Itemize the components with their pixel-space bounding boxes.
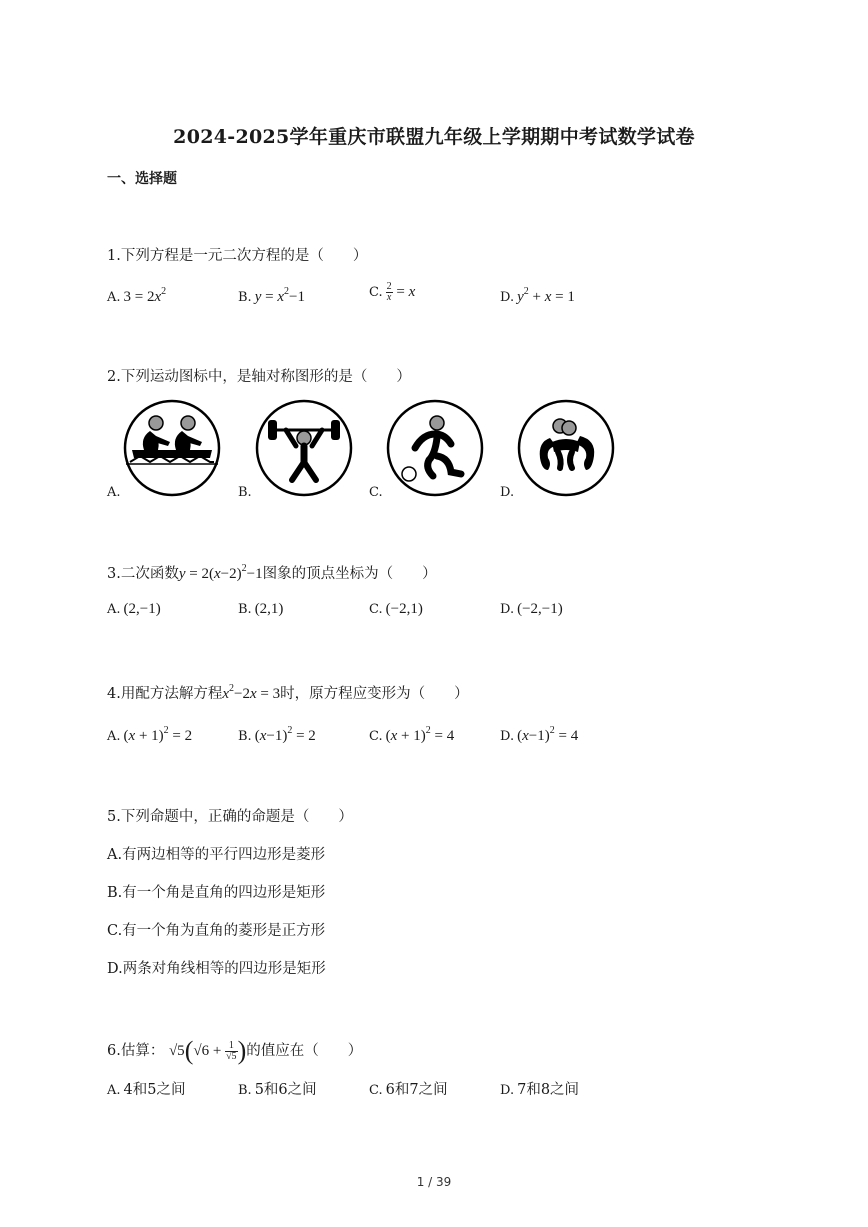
q6-option-a: A. 4和5之间 <box>107 1082 186 1098</box>
q6-option-b: B. 5和6之间 <box>238 1082 317 1098</box>
q6-expression: √5(√6 + $\frac{1}{√5}$ ) <box>168 1036 247 1065</box>
rowing-icon <box>122 398 222 498</box>
q2-option-b: B. <box>238 485 252 500</box>
q3-option-a: A. (2,−1) <box>107 601 161 617</box>
q2-option-d: D. <box>500 485 515 500</box>
q1-option-b: B. $y = x^2-1$ <box>238 286 305 305</box>
question-6-stem: 6.估算： √5(√6 + $\frac{1}{√5}$ )的值应在（ ） <box>107 1036 363 1065</box>
q2-option-a: A. <box>107 485 121 500</box>
q3-option-b: B. (2,1) <box>238 601 284 617</box>
q5-option-a: A.有两边相等的平行四边形是菱形 <box>107 847 326 863</box>
question-3-stem: 3.二次函数$y = 2(x-2)^2-1$图象的顶点坐标为（ ） <box>107 563 437 582</box>
page-number: 1 / 39 <box>416 1175 452 1189</box>
q2-option-c: C. <box>369 485 383 500</box>
q6-option-c: C. 6和7之间 <box>369 1082 448 1098</box>
q5-option-d: D.两条对角线相等的四边形是矩形 <box>107 961 326 977</box>
weightlifting-icon <box>254 398 354 498</box>
q5-option-c: C.有一个角为直角的菱形是正方形 <box>107 923 326 939</box>
question-5-stem: 5.下列命题中，正确的命题是（ ） <box>107 809 353 825</box>
q1-option-c: C. $\frac{2}{x}$ = x <box>369 281 416 303</box>
q3-option-c: C. (−2,1) <box>369 601 423 617</box>
soccer-icon <box>385 398 485 498</box>
q4-option-b: B. $(x-1)^2 = 2$ <box>238 725 316 744</box>
q6-option-d: D. 7和8之间 <box>500 1082 580 1098</box>
q4-option-a: A. $(x + 1)^2 = 2$ <box>107 725 193 744</box>
section-heading: 一、选择题 <box>107 171 177 187</box>
question-1-stem: 1.下列方程是一元二次方程的是（ ） <box>107 248 368 264</box>
q1-option-a: A. $3 = 2x^2$ <box>107 286 167 305</box>
q5-option-b: B.有一个角是直角的四边形是矩形 <box>107 885 326 901</box>
q1-option-d: D. $y^2 + x = 1$ <box>500 286 575 305</box>
q3-option-d: D. (−2,−1) <box>500 601 563 617</box>
question-2-stem: 2.下列运动图标中，是轴对称图形的是（ ） <box>107 369 411 385</box>
q4-option-d: D. $(x-1)^2 = 4$ <box>500 725 579 744</box>
q4-option-c: C. $(x + 1)^2 = 4$ <box>369 725 455 744</box>
question-4-stem: 4.用配方法解方程$x^2-2x = 3$时，原方程应变形为（ ） <box>107 683 469 702</box>
wrestling-icon <box>516 398 616 498</box>
page-title: 2024-2025学年重庆市联盟九年级上学期期中考试数学试卷 <box>173 126 695 148</box>
